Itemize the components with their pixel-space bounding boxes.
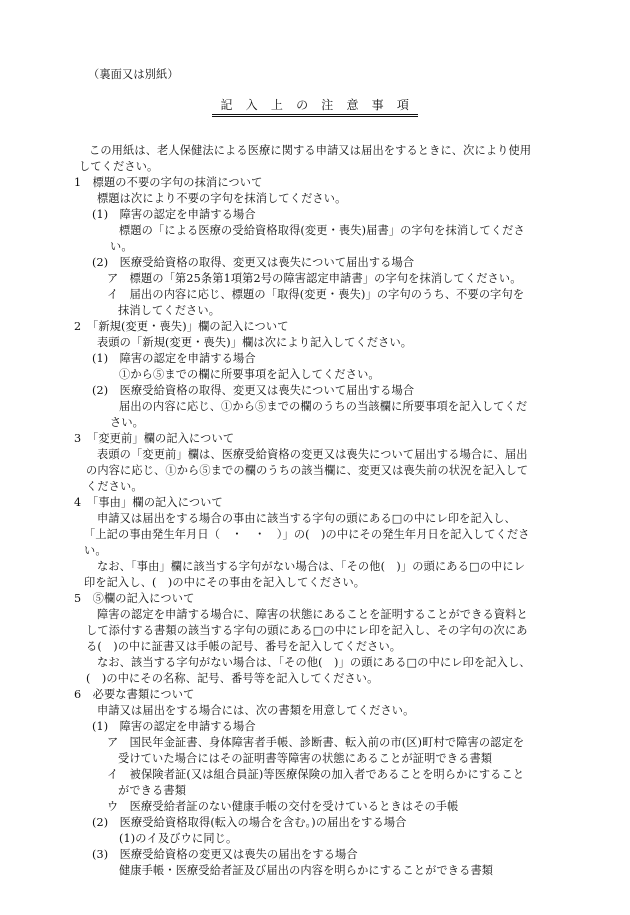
subsection-heading: (3) 医療受給資格の変更又は喪失の届出をする場合 <box>92 848 358 861</box>
subsection-heading: (1) 障害の認定を申請する場合 <box>92 208 256 221</box>
subsection-heading: (2) 医療受給資格の取得、変更又は喪失について届出する場合 <box>92 256 415 269</box>
subsection-heading: (2) 医療受給資格取得(転入の場合を含む。)の届出をする場合 <box>92 816 407 829</box>
text-line: さい。 <box>110 416 145 429</box>
subsection-heading: (2) 医療受給資格の取得、変更又は喪失について届出する場合 <box>92 384 415 397</box>
text-line: い。 <box>84 544 107 557</box>
list-item: イ 被保険者証(又は組合員証)等医療保険の加入者であることを明らかにすること <box>107 768 525 781</box>
intro-line: してください。 <box>79 160 159 173</box>
text-line: 受けていた場合にはその証明書等障害の状態にあることが証明できる書類 <box>118 752 493 765</box>
text-line: 印を記入し、( )の中にその事由を記入してください。 <box>84 576 366 589</box>
text-line: なお、該当する字句がない場合は、「その他( )」の頭にある□の中にレ印を記入し、 <box>97 656 531 669</box>
section-heading: 4 「事由」欄の記入について <box>74 496 223 509</box>
text-line: る( )の中に証書又は手帳の記号、番号を記入してください。 <box>86 640 402 653</box>
list-item: ア 標題の「第25条第1項第2号の障害認定申請書」の字句を抹消してください。 <box>107 272 522 285</box>
section-heading: 1 標題の不要の字句の抹消について <box>74 176 263 189</box>
text-line: して添付する書類の該当する字句の頭にある□の中にレ印を記入し、その字句の次にあ <box>86 624 528 637</box>
text-line: 表頭の「変更前」欄は、医療受給資格の変更又は喪失について届出する場合に、届出 <box>97 448 528 461</box>
text-line: 申請又は届出をする場合には、次の書類を用意してください。 <box>97 704 415 717</box>
subsection-heading: (1) 障害の認定を申請する場合 <box>92 352 256 365</box>
section-heading: 3 「変更前」欄の記入について <box>74 432 235 445</box>
section-heading: 5 ⑤欄の記入について <box>74 592 195 605</box>
text-line: の内容に応じ、①から⑤までの欄のうちの該当欄に、変更又は喪失前の状況を記入して <box>86 464 529 477</box>
header-note: （裏面又は別紙） <box>88 68 179 81</box>
list-item: イ 届出の内容に応じ、標題の「取得(変更・喪失)」の字句のうち、不要の字句を <box>107 288 525 301</box>
text-line: 表頭の「新規(変更・喪失)」欄は次により記入してください。 <box>97 336 413 349</box>
section-heading: 2 「新規(変更・喪失)」欄の記入について <box>74 320 289 333</box>
text-line: 健康手帳・医療受給者証及び届出の内容を明らかにすることができる書類 <box>119 864 494 877</box>
text-line: ください。 <box>86 480 143 493</box>
text-line: (1)のイ及びウに同じ。 <box>119 832 238 845</box>
text-line: 抹消してください。 <box>118 304 221 317</box>
section-heading: 6 必要な書類について <box>74 688 195 701</box>
text-line: 申請又は届出をする場合の事由に該当する字句の頭にある□の中にレ印を記入し、 <box>97 512 516 525</box>
text-line: 標題は次により不要の字句を抹消してください。 <box>97 192 347 205</box>
text-line: なお、「事由」欄に該当する字句がない場合は、「その他( )」の頭にある□の中にレ <box>97 560 526 573</box>
text-line: ができる書類 <box>118 784 187 797</box>
text-line: ①から⑤までの欄に所要事項を記入してください。 <box>119 368 380 381</box>
text-line: 「上記の事由発生年月日（ ・ ・ ）」の( )の中にその発生年月日を記入してくださ <box>84 528 530 541</box>
text-line: ( )の中にその名称、記号、番号等を記入してください。 <box>86 672 379 685</box>
text-line: 届出の内容に応じ、①から⑤までの欄のうちの当該欄に所要事項を記入してくだ <box>119 400 528 413</box>
text-line: 障害の認定を申請する場合に、障害の状態にあることを証明することができる資料と <box>97 608 528 621</box>
text-line: 標題の「による医療の受給資格取得(変更・喪失)届書」の字句を抹消してくださ <box>119 224 525 237</box>
list-item: ア 国民年金証書、身体障害者手帳、診断書、転入前の市(区)町村で障害の認定を <box>107 736 525 749</box>
text-line: い。 <box>110 240 133 253</box>
intro-line: この用紙は、老人保健法による医療に関する申請又は届出をするときに、次により使用 <box>89 144 532 157</box>
page-title: 記 入 上 の 注 意 事 項 <box>0 97 630 117</box>
list-item: ウ 医療受給者証のない健康手帳の交付を受けているときはその手帳 <box>107 800 459 813</box>
subsection-heading: (1) 障害の認定を申請する場合 <box>92 720 256 733</box>
